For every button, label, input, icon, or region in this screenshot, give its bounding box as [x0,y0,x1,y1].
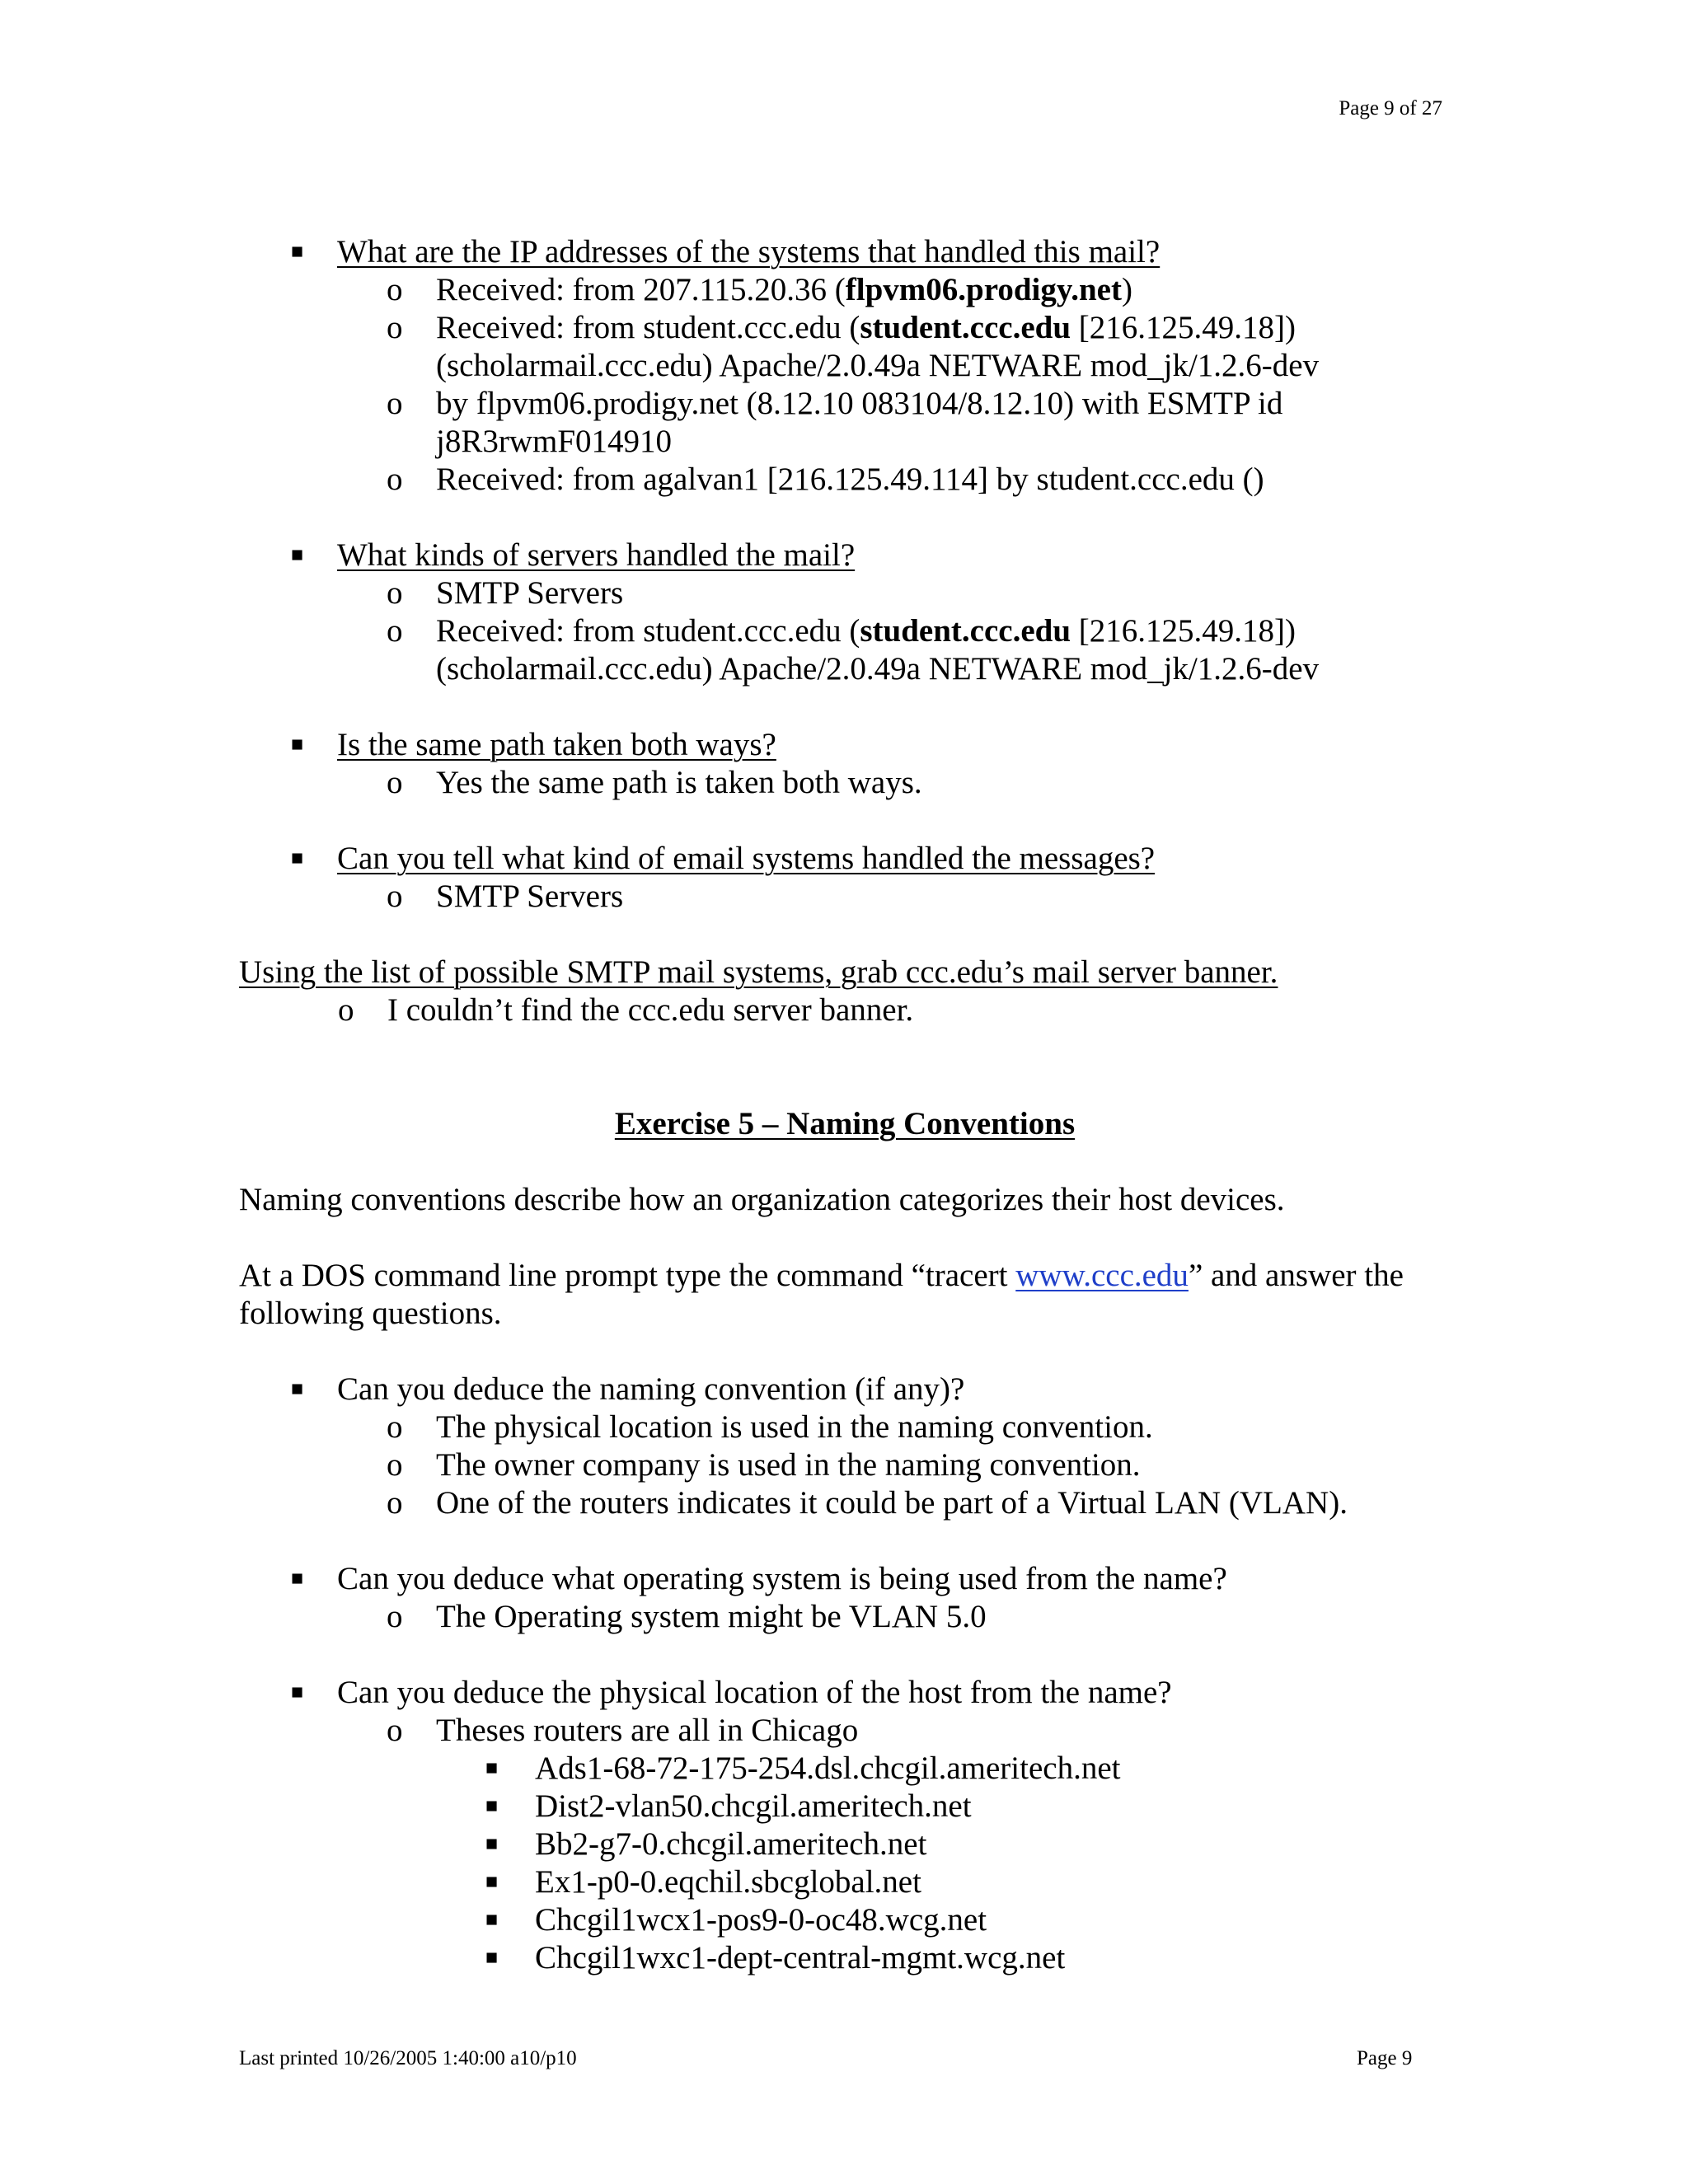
router-item: ■ Bb2-g7-0.chcgil.ameritech.net [485,1826,927,1862]
router-item: ■ Ex1-p0-0.eqchil.sbcglobal.net [485,1864,921,1900]
ccc-edu-link[interactable]: www.ccc.edu [1015,1258,1189,1293]
square-bullet-icon: ■ [291,1681,304,1704]
square-bullet-icon: ■ [291,847,304,869]
circle-bullet-icon: o [387,272,403,307]
router-item: ■ Dist2-vlan50.chcgil.ameritech.net [485,1788,972,1824]
page-header-label: Page 9 of 27 [1339,97,1442,120]
question-operating-system: ■ Can you deduce what operating system is being used from the name? [291,1561,1227,1596]
circle-bullet-icon: o [387,1447,403,1483]
circle-bullet-icon: o [387,386,403,421]
answer-item: o Received: from agalvan1 [216.125.49.114] by student.ccc.edu () [387,462,1264,497]
exercise-heading: Exercise 5 – Naming Conventions [614,1106,1076,1141]
square-bullet-icon: ■ [485,1795,499,1817]
answer-item: o The Operating system might be VLAN 5.0 [387,1599,987,1634]
answer-item: o I couldn’t find the ccc.edu server banner. [338,992,914,1028]
circle-bullet-icon: o [387,1409,403,1445]
answer-item: o SMTP Servers [387,879,624,914]
circle-bullet-icon: o [387,1599,403,1634]
question-naming-convention: ■ Can you deduce the naming convention (if any)? [291,1371,965,1407]
circle-bullet-icon: o [387,1485,403,1521]
footer-printed-date: Last printed 10/26/2005 1:40:00 a10/p10 [239,2047,577,2069]
footer-page-number: Page 9 [1357,2047,1413,2069]
question-email-systems: ■ Can you tell what kind of email systems handled the messages? [291,841,1156,876]
question-server-kinds: ■ What kinds of servers handled the mail? [291,537,856,573]
question-physical-location: ■ Can you deduce the physical location of the host from the name? [291,1675,1172,1710]
circle-bullet-icon: o [387,765,403,800]
square-bullet-icon: ■ [485,1757,499,1779]
square-bullet-icon: ■ [485,1833,499,1855]
square-bullet-icon: ■ [291,241,304,263]
square-bullet-icon: ■ [485,1909,499,1931]
answer-item: o SMTP Servers [387,575,624,611]
answer-item: o Yes the same path is taken both ways. [387,765,922,800]
answer-item: o The owner company is used in the naming convention. [387,1447,1141,1483]
circle-bullet-icon: o [387,613,403,649]
router-item: ■ Chcgil1wcx1-pos9-0-oc48.wcg.net [485,1902,987,1938]
document-body [239,233,1451,1977]
circle-bullet-icon: o [387,462,403,497]
router-item: ■ Ads1-68-72-175-254.dsl.chcgil.ameritech.net [485,1750,1121,1786]
answer-item: o Received: from 207.115.20.36 (flpvm06.prodigy.net) [387,272,1132,307]
exercise-prompt: At a DOS command line prompt type the command “tracert www.ccc.edu” and answer the following questions. [239,1258,1404,1331]
square-bullet-icon: ■ [291,544,304,566]
circle-bullet-icon: o [387,310,403,345]
answer-item: o Received: from student.ccc.edu (student.ccc.edu [216.125.49.18]) (scholarmail.ccc.edu) Apache/2.0.49a NETWARE mod_jk/1.2.6-dev [387,613,1320,687]
exercise-intro: Naming conventions describe how an organization categorizes their host devices. [239,1182,1285,1217]
square-bullet-icon: ■ [291,1378,304,1400]
answer-item: o Received: from student.ccc.edu (student.ccc.edu [216.125.49.18]) (scholarmail.ccc.edu) Apache/2.0.49a NETWARE mod_jk/1.2.6-dev [387,310,1320,383]
square-bullet-icon: ■ [291,733,304,756]
answer-item: o The physical location is used in the naming convention. [387,1409,1153,1445]
router-item: ■ Chcgil1wxc1-dept-central-mgmt.wcg.net [485,1940,1066,1975]
answer-item: o One of the routers indicates it could be part of a Virtual LAN (VLAN). [387,1485,1348,1521]
question-ip-addresses: ■ What are the IP addresses of the systems that handled this mail? [291,234,1160,269]
smtp-instruction: Using the list of possible SMTP mail systems, grab ccc.edu’s mail server banner. [239,954,1278,990]
answer-item: o by flpvm06.prodigy.net (8.12.10 083104/8.12.10) with ESMTP id j8R3rwmF014910 [387,386,1283,459]
square-bullet-icon: ■ [485,1871,499,1893]
circle-bullet-icon: o [387,879,403,914]
question-same-path: ■ Is the same path taken both ways? [291,727,776,762]
circle-bullet-icon: o [387,1713,403,1748]
circle-bullet-icon: o [338,992,354,1028]
square-bullet-icon: ■ [485,1947,499,1969]
square-bullet-icon: ■ [291,1568,304,1590]
circle-bullet-icon: o [387,575,403,611]
answer-item: o Theses routers are all in Chicago [387,1713,859,1748]
